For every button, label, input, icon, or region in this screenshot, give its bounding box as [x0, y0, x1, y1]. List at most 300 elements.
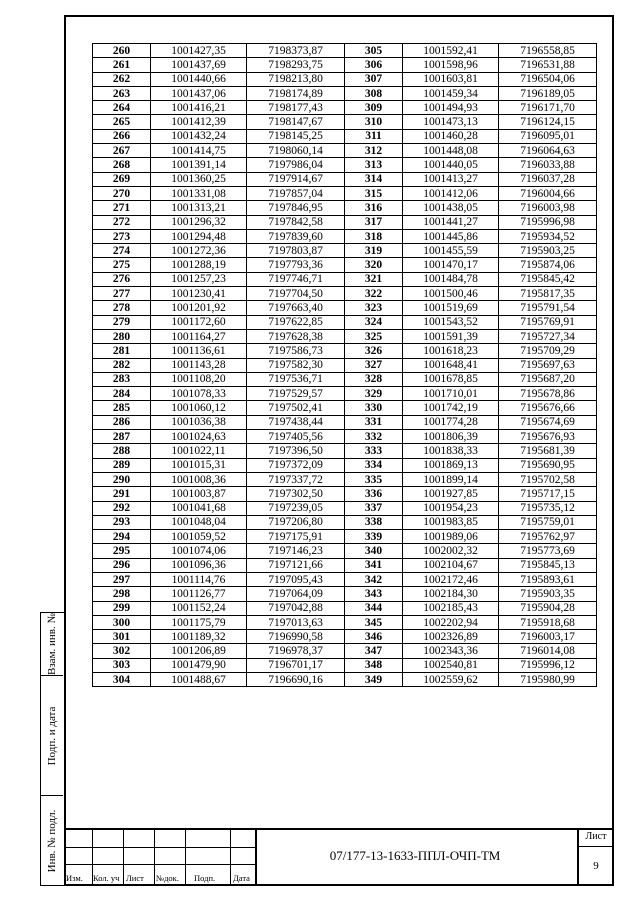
coord-y-cell: 7195690,95 [499, 458, 597, 472]
table-row [93, 258, 597, 272]
point-number-cell: 328 [345, 372, 403, 386]
coord-y-cell: 7195773,69 [499, 544, 597, 558]
table-row [93, 329, 597, 343]
point-number-cell: 261 [93, 58, 151, 72]
coord-x-cell: 1001494,93 [403, 101, 499, 115]
point-number-cell: 311 [345, 129, 403, 143]
point-number-cell: 274 [93, 244, 151, 258]
coord-y-cell: 7198213,80 [247, 72, 345, 86]
coord-y-cell: 7196558,85 [499, 44, 597, 58]
coord-y-cell: 7197793,36 [247, 258, 345, 272]
point-number-cell: 300 [93, 615, 151, 629]
coord-y-cell: 7195676,66 [499, 401, 597, 415]
point-number-cell: 262 [93, 72, 151, 86]
coord-x-cell: 1001230,41 [151, 287, 247, 301]
coord-y-cell: 7196033,88 [499, 158, 597, 172]
side-approval-block [40, 612, 64, 886]
point-number-cell: 327 [345, 358, 403, 372]
point-number-cell: 319 [345, 244, 403, 258]
table-row [93, 44, 597, 58]
point-number-cell: 278 [93, 301, 151, 315]
point-number-cell: 330 [345, 401, 403, 415]
coord-y-cell: 7197438,44 [247, 415, 345, 429]
coord-x-cell: 1002104,67 [403, 558, 499, 572]
coord-y-cell: 7195681,39 [499, 444, 597, 458]
coordinates-table-body [93, 44, 597, 687]
point-number-cell: 271 [93, 201, 151, 215]
table-row [93, 186, 597, 200]
coord-x-cell: 1001445,86 [403, 229, 499, 243]
table-row [93, 244, 597, 258]
table-row [93, 472, 597, 486]
coord-x-cell: 1001015,31 [151, 458, 247, 472]
table-row [93, 415, 597, 429]
coord-y-cell: 7195709,29 [499, 344, 597, 358]
coord-x-cell: 1001742,19 [403, 401, 499, 415]
point-number-cell: 286 [93, 415, 151, 429]
coord-x-cell: 1001296,32 [151, 215, 247, 229]
point-number-cell: 325 [345, 329, 403, 343]
point-number-cell: 267 [93, 144, 151, 158]
point-number-cell: 309 [345, 101, 403, 115]
coord-x-cell: 1001927,85 [403, 487, 499, 501]
coord-y-cell: 7195845,13 [499, 558, 597, 572]
side-label-original-inventory: Инв. № подл. [46, 809, 58, 872]
coord-y-cell: 7196124,15 [499, 115, 597, 129]
table-row [93, 115, 597, 129]
sheet-label: Лист [585, 831, 607, 842]
coord-x-cell: 1001774,28 [403, 415, 499, 429]
coord-x-cell: 1001473,13 [403, 115, 499, 129]
point-number-cell: 282 [93, 358, 151, 372]
coord-x-cell: 1001074,06 [151, 544, 247, 558]
table-row [93, 673, 597, 687]
table-row [93, 229, 597, 243]
sheet-cell-divider [578, 846, 614, 847]
coord-y-cell: 7196504,06 [499, 72, 597, 86]
coord-y-cell: 7195702,58 [499, 472, 597, 486]
coord-x-cell: 1001592,41 [403, 44, 499, 58]
point-number-cell: 331 [345, 415, 403, 429]
coord-y-cell: 7197372,09 [247, 458, 345, 472]
point-number-cell: 299 [93, 601, 151, 615]
point-number-cell: 313 [345, 158, 403, 172]
coord-y-cell: 7197013,63 [247, 615, 345, 629]
coord-x-cell: 1001598,96 [403, 58, 499, 72]
table-row [93, 430, 597, 444]
coord-y-cell: 7197986,04 [247, 158, 345, 172]
coord-y-cell: 7197857,04 [247, 186, 345, 200]
coord-y-cell: 7195817,35 [499, 287, 597, 301]
coord-y-cell: 7195893,61 [499, 572, 597, 586]
side-cell-replacement [41, 613, 63, 675]
coord-y-cell: 7197622,85 [247, 315, 345, 329]
point-number-cell: 272 [93, 215, 151, 229]
title-block-col-line [123, 828, 124, 886]
point-number-cell: 281 [93, 344, 151, 358]
coord-x-cell: 1001096,36 [151, 558, 247, 572]
coord-x-cell: 1001983,85 [403, 515, 499, 529]
coord-x-cell: 1001294,48 [151, 229, 247, 243]
point-number-cell: 318 [345, 229, 403, 243]
sheet-number: 9 [593, 860, 599, 872]
point-number-cell: 301 [93, 630, 151, 644]
point-number-cell: 295 [93, 544, 151, 558]
coord-x-cell: 1001432,24 [151, 129, 247, 143]
coord-y-cell: 7195791,54 [499, 301, 597, 315]
coord-y-cell: 7197239,05 [247, 501, 345, 515]
coord-x-cell: 1001008,36 [151, 472, 247, 486]
table-row [93, 301, 597, 315]
stamp-col-date: Дата [233, 873, 250, 883]
coord-x-cell: 1001470,17 [403, 258, 499, 272]
coord-x-cell: 1001108,20 [151, 372, 247, 386]
coord-x-cell: 1001440,05 [403, 158, 499, 172]
coord-y-cell: 7197146,23 [247, 544, 345, 558]
coord-y-cell: 7195996,12 [499, 658, 597, 672]
coord-y-cell: 7198060,14 [247, 144, 345, 158]
coord-y-cell: 7195918,68 [499, 615, 597, 629]
stamp-col-doc-number: №док. [156, 873, 179, 883]
coord-x-cell: 1002540,81 [403, 658, 499, 672]
point-number-cell: 268 [93, 158, 151, 172]
coord-x-cell: 1001048,04 [151, 515, 247, 529]
coord-x-cell: 1001164,27 [151, 329, 247, 343]
point-number-cell: 263 [93, 86, 151, 100]
coord-x-cell: 1001484,78 [403, 272, 499, 286]
coord-y-cell: 7195717,15 [499, 487, 597, 501]
point-number-cell: 326 [345, 344, 403, 358]
table-row [93, 615, 597, 629]
table-row [93, 215, 597, 229]
point-number-cell: 344 [345, 601, 403, 615]
coord-x-cell: 1001060,12 [151, 401, 247, 415]
table-row [93, 172, 597, 186]
coord-x-cell: 1001455,59 [403, 244, 499, 258]
table-row [93, 401, 597, 415]
coord-x-cell: 1001603,81 [403, 72, 499, 86]
point-number-cell: 264 [93, 101, 151, 115]
coord-y-cell: 7196701,17 [247, 658, 345, 672]
coord-x-cell: 1001413,27 [403, 172, 499, 186]
coord-y-cell: 7197064,09 [247, 587, 345, 601]
coord-y-cell: 7197803,87 [247, 244, 345, 258]
table-row [93, 630, 597, 644]
point-number-cell: 317 [345, 215, 403, 229]
point-number-cell: 324 [345, 315, 403, 329]
coord-x-cell: 1001152,24 [151, 601, 247, 615]
table-row [93, 344, 597, 358]
table-row [93, 458, 597, 472]
table-row [93, 201, 597, 215]
coord-y-cell: 7197582,30 [247, 358, 345, 372]
table-row [93, 58, 597, 72]
point-number-cell: 294 [93, 530, 151, 544]
coord-x-cell: 1001838,33 [403, 444, 499, 458]
title-block-col-line [230, 828, 231, 886]
coord-y-cell: 7195762,97 [499, 530, 597, 544]
title-block-top-border [64, 828, 614, 830]
point-number-cell: 275 [93, 258, 151, 272]
coord-x-cell: 1001391,14 [151, 158, 247, 172]
coord-y-cell: 7195676,93 [499, 430, 597, 444]
coord-x-cell: 1001022,11 [151, 444, 247, 458]
coord-y-cell: 7197042,88 [247, 601, 345, 615]
coord-x-cell: 1001412,06 [403, 186, 499, 200]
point-number-cell: 336 [345, 487, 403, 501]
coord-y-cell: 7197337,72 [247, 472, 345, 486]
coord-y-cell: 7195759,01 [499, 515, 597, 529]
coord-y-cell: 7195687,20 [499, 372, 597, 386]
point-number-cell: 284 [93, 387, 151, 401]
table-row [93, 158, 597, 172]
point-number-cell: 288 [93, 444, 151, 458]
coord-y-cell: 7195874,06 [499, 258, 597, 272]
coord-y-cell: 7196189,05 [499, 86, 597, 100]
stamp-col-change: Изм. [66, 873, 83, 883]
side-cell-signature-date [41, 675, 63, 795]
coord-x-cell: 1001041,68 [151, 501, 247, 515]
coord-x-cell: 1001440,66 [151, 72, 247, 86]
table-row [93, 658, 597, 672]
coord-y-cell: 7197704,50 [247, 287, 345, 301]
coord-y-cell: 7195735,12 [499, 501, 597, 515]
coord-y-cell: 7197536,71 [247, 372, 345, 386]
coord-y-cell: 7196990,58 [247, 630, 345, 644]
point-number-cell: 349 [345, 673, 403, 687]
coord-x-cell: 1001003,87 [151, 487, 247, 501]
point-number-cell: 345 [345, 615, 403, 629]
coord-x-cell: 1001416,21 [151, 101, 247, 115]
coord-x-cell: 1001869,13 [403, 458, 499, 472]
point-number-cell: 307 [345, 72, 403, 86]
table-row [93, 387, 597, 401]
table-row [93, 315, 597, 329]
stamp-col-count: Кол. уч [93, 873, 120, 883]
table-row [93, 129, 597, 143]
point-number-cell: 297 [93, 572, 151, 586]
coord-y-cell: 7198177,43 [247, 101, 345, 115]
point-number-cell: 265 [93, 115, 151, 129]
coord-x-cell: 1002002,32 [403, 544, 499, 558]
coord-y-cell: 7197586,73 [247, 344, 345, 358]
coord-y-cell: 7197842,58 [247, 215, 345, 229]
coord-y-cell: 7195903,35 [499, 587, 597, 601]
coord-x-cell: 1001201,92 [151, 301, 247, 315]
point-number-cell: 323 [345, 301, 403, 315]
coord-y-cell: 7196531,88 [499, 58, 597, 72]
coord-y-cell: 7197914,67 [247, 172, 345, 186]
point-number-cell: 315 [345, 186, 403, 200]
table-row [93, 572, 597, 586]
coord-y-cell: 7197396,50 [247, 444, 345, 458]
table-row [93, 530, 597, 544]
point-number-cell: 335 [345, 472, 403, 486]
coord-x-cell: 1001441,27 [403, 215, 499, 229]
coord-y-cell: 7198373,87 [247, 44, 345, 58]
coord-x-cell: 1002326,89 [403, 630, 499, 644]
coord-x-cell: 1001206,89 [151, 644, 247, 658]
table-row [93, 86, 597, 100]
table-row [93, 444, 597, 458]
point-number-cell: 283 [93, 372, 151, 386]
coord-x-cell: 1001272,36 [151, 244, 247, 258]
point-number-cell: 348 [345, 658, 403, 672]
coord-x-cell: 1001172,60 [151, 315, 247, 329]
coord-y-cell: 7196037,28 [499, 172, 597, 186]
point-number-cell: 338 [345, 515, 403, 529]
table-row [93, 72, 597, 86]
coord-y-cell: 7195674,69 [499, 415, 597, 429]
point-number-cell: 316 [345, 201, 403, 215]
point-number-cell: 312 [345, 144, 403, 158]
point-number-cell: 296 [93, 558, 151, 572]
point-number-cell: 343 [345, 587, 403, 601]
table-row [93, 287, 597, 301]
coord-x-cell: 1001710,01 [403, 387, 499, 401]
point-number-cell: 305 [345, 44, 403, 58]
coord-x-cell: 1002185,43 [403, 601, 499, 615]
point-number-cell: 291 [93, 487, 151, 501]
coord-x-cell: 1001143,28 [151, 358, 247, 372]
point-number-cell: 287 [93, 430, 151, 444]
coord-x-cell: 1001448,08 [403, 144, 499, 158]
coord-y-cell: 7197302,50 [247, 487, 345, 501]
title-block-col-line [154, 828, 155, 886]
point-number-cell: 293 [93, 515, 151, 529]
coord-x-cell: 1001899,14 [403, 472, 499, 486]
coord-y-cell: 7197095,43 [247, 572, 345, 586]
coord-y-cell: 7196690,16 [247, 673, 345, 687]
table-row [93, 644, 597, 658]
point-number-cell: 314 [345, 172, 403, 186]
coord-y-cell: 7198147,67 [247, 115, 345, 129]
coord-x-cell: 1001648,41 [403, 358, 499, 372]
table-row [93, 358, 597, 372]
point-number-cell: 303 [93, 658, 151, 672]
point-number-cell: 270 [93, 186, 151, 200]
stamp-col-signature: Подп. [194, 873, 216, 883]
coord-x-cell: 1001331,08 [151, 186, 247, 200]
coord-y-cell: 7196171,70 [499, 101, 597, 115]
point-number-cell: 347 [345, 644, 403, 658]
point-number-cell: 341 [345, 558, 403, 572]
coord-x-cell: 1002343,36 [403, 644, 499, 658]
coord-y-cell: 7196978,37 [247, 644, 345, 658]
point-number-cell: 321 [345, 272, 403, 286]
coord-x-cell: 1001059,52 [151, 530, 247, 544]
point-number-cell: 346 [345, 630, 403, 644]
coord-x-cell: 1001591,39 [403, 329, 499, 343]
coord-y-cell: 7197628,38 [247, 329, 345, 343]
coord-x-cell: 1001618,23 [403, 344, 499, 358]
point-number-cell: 273 [93, 229, 151, 243]
coord-x-cell: 1001806,39 [403, 430, 499, 444]
coord-x-cell: 1001488,67 [151, 673, 247, 687]
coord-y-cell: 7195769,91 [499, 315, 597, 329]
coord-x-cell: 1001136,61 [151, 344, 247, 358]
stamp-col-sheet: Лист [126, 873, 144, 883]
coord-x-cell: 1001114,76 [151, 572, 247, 586]
coord-x-cell: 1001126,77 [151, 587, 247, 601]
table-row [93, 101, 597, 115]
coord-x-cell: 1002202,94 [403, 615, 499, 629]
coord-x-cell: 1001678,85 [403, 372, 499, 386]
point-number-cell: 304 [93, 673, 151, 687]
coord-y-cell: 7195996,98 [499, 215, 597, 229]
point-number-cell: 280 [93, 329, 151, 343]
coordinates-table [92, 43, 597, 687]
point-number-cell: 302 [93, 644, 151, 658]
coord-y-cell: 7195697,63 [499, 358, 597, 372]
coord-y-cell: 7196095,01 [499, 129, 597, 143]
coord-y-cell: 7195727,34 [499, 329, 597, 343]
point-number-cell: 266 [93, 129, 151, 143]
table-row [93, 515, 597, 529]
point-number-cell: 333 [345, 444, 403, 458]
coord-x-cell: 1001460,28 [403, 129, 499, 143]
point-number-cell: 290 [93, 472, 151, 486]
coord-x-cell: 1001189,32 [151, 630, 247, 644]
title-block-col-line [185, 828, 186, 886]
coord-x-cell: 1001078,33 [151, 387, 247, 401]
coord-y-cell: 7197405,56 [247, 430, 345, 444]
coord-x-cell: 1001427,35 [151, 44, 247, 58]
point-number-cell: 292 [93, 501, 151, 515]
point-number-cell: 276 [93, 272, 151, 286]
coord-x-cell: 1001257,23 [151, 272, 247, 286]
document-code: 07/177-13-1633-ППЛ-ОЧП-ТМ [329, 848, 501, 863]
coord-x-cell: 1001024,63 [151, 430, 247, 444]
coord-x-cell: 1001175,79 [151, 615, 247, 629]
point-number-cell: 339 [345, 530, 403, 544]
coord-x-cell: 1002172,46 [403, 572, 499, 586]
table-row [93, 587, 597, 601]
coord-y-cell: 7196003,17 [499, 630, 597, 644]
table-row [93, 558, 597, 572]
coord-x-cell: 1001479,90 [151, 658, 247, 672]
side-label-replacement: Взам. инв. № [46, 613, 58, 675]
coord-x-cell: 1001500,46 [403, 287, 499, 301]
coord-x-cell: 1001519,69 [403, 301, 499, 315]
coord-y-cell: 7196064,63 [499, 144, 597, 158]
point-number-cell: 306 [345, 58, 403, 72]
table-row [93, 601, 597, 615]
coord-y-cell: 7195980,99 [499, 673, 597, 687]
point-number-cell: 308 [345, 86, 403, 100]
coord-x-cell: 1001989,06 [403, 530, 499, 544]
table-row [93, 144, 597, 158]
coord-x-cell: 1001543,52 [403, 315, 499, 329]
coord-y-cell: 7197121,66 [247, 558, 345, 572]
side-cell-original-inventory [41, 795, 63, 885]
point-number-cell: 298 [93, 587, 151, 601]
side-label-signature-date: Подп. и дата [46, 706, 58, 765]
coord-y-cell: 7195678,86 [499, 387, 597, 401]
coord-x-cell: 1001412,39 [151, 115, 247, 129]
point-number-cell: 260 [93, 44, 151, 58]
coord-y-cell: 7196014,08 [499, 644, 597, 658]
coord-y-cell: 7197839,60 [247, 229, 345, 243]
coord-x-cell: 1001438,05 [403, 201, 499, 215]
coord-x-cell: 1001437,06 [151, 86, 247, 100]
coord-y-cell: 7197502,41 [247, 401, 345, 415]
coord-y-cell: 7198293,75 [247, 58, 345, 72]
point-number-cell: 340 [345, 544, 403, 558]
coord-y-cell: 7195845,42 [499, 272, 597, 286]
point-number-cell: 269 [93, 172, 151, 186]
point-number-cell: 334 [345, 458, 403, 472]
